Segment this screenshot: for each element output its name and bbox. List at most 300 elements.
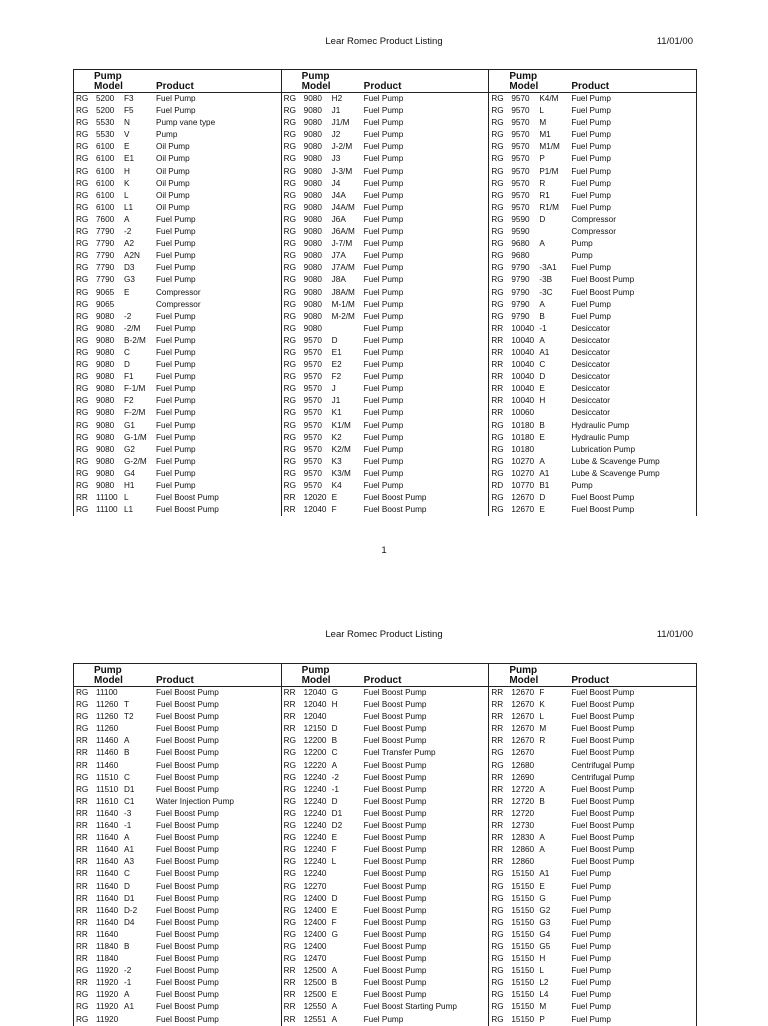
- model-prefix: RR: [76, 845, 88, 855]
- table-row: [74, 299, 281, 311]
- table-row: [282, 105, 489, 117]
- table-row: [74, 407, 281, 419]
- model-prefix: RG: [76, 420, 89, 430]
- product-name: Fuel Boost Pump: [156, 772, 219, 782]
- model-number: 6100: [96, 166, 115, 176]
- table-row: [74, 214, 281, 226]
- model-dash: M: [539, 724, 547, 734]
- product-name: Fuel Boost Pump: [156, 893, 219, 903]
- model-number: 12680: [511, 760, 535, 770]
- product-name: Fuel Boost Pump: [156, 821, 219, 831]
- model-dash: L: [124, 190, 129, 200]
- model-prefix: RG: [491, 869, 504, 879]
- table-row: [489, 214, 696, 226]
- product-name: Fuel Pump: [571, 190, 611, 200]
- model-prefix: RR: [491, 688, 504, 697]
- model-number: 11460: [96, 748, 119, 758]
- model-number: 5530: [96, 130, 115, 140]
- table-row: [74, 929, 281, 941]
- model-prefix: RG: [76, 966, 89, 976]
- product-name: Fuel Pump: [571, 954, 611, 964]
- model-dash: -1: [539, 323, 547, 333]
- model-number: 11260: [96, 712, 119, 722]
- table-row: [282, 711, 489, 723]
- product-name: Fuel Boost Pump: [156, 833, 219, 843]
- product-name: Fuel Boost Pump: [571, 275, 635, 285]
- model-number: 11640: [96, 833, 119, 843]
- model-dash: -2: [331, 772, 339, 782]
- model-number: 15150: [511, 1002, 535, 1012]
- model-number: 9570: [303, 396, 322, 406]
- table-row: [74, 893, 281, 905]
- model-number: 9065: [96, 299, 115, 309]
- table-row: [74, 323, 281, 335]
- model-number: 9080: [303, 190, 322, 200]
- model-number: 10040: [511, 384, 535, 394]
- page-header-date: 11/01/00: [656, 36, 693, 47]
- table-row: [282, 820, 489, 832]
- table-row: [74, 772, 281, 784]
- table-row: [74, 335, 281, 347]
- table-row: [489, 250, 696, 262]
- model-prefix: RG: [76, 214, 89, 224]
- table-row: [489, 1001, 696, 1013]
- product-name: Fuel Pump: [156, 347, 196, 357]
- table-row: [282, 407, 489, 419]
- model-dash: H2: [331, 94, 343, 103]
- model-prefix: RR: [76, 893, 88, 903]
- model-dash: E1: [124, 154, 135, 164]
- page-number: 1: [381, 545, 387, 556]
- model-prefix: RG: [491, 917, 504, 927]
- product-name: Fuel Pump: [571, 311, 611, 321]
- table-row: [489, 323, 696, 335]
- table-row: [74, 820, 281, 832]
- model-dash: B: [124, 941, 130, 951]
- model-number: 12670: [511, 748, 535, 758]
- model-prefix: RG: [283, 347, 296, 357]
- product-name: Fuel Boost Pump: [363, 505, 427, 515]
- model-prefix: RG: [491, 760, 504, 770]
- table-row: [282, 723, 489, 735]
- model-dash: M1/M: [539, 142, 560, 152]
- model-number: 12670: [511, 712, 535, 722]
- model-number: 10040: [511, 323, 535, 333]
- model-prefix: RR: [491, 712, 504, 722]
- table-row: [489, 965, 696, 977]
- table-row: [282, 250, 489, 262]
- table-row: [489, 893, 696, 905]
- model-prefix: RG: [491, 893, 504, 903]
- page-header-date: 11/01/00: [656, 629, 693, 640]
- model-dash: R1/M: [539, 202, 559, 212]
- model-dash: J1: [331, 396, 341, 406]
- model-dash: D3: [124, 263, 135, 273]
- model-prefix: RG: [491, 966, 504, 976]
- model-prefix: RG: [76, 299, 89, 309]
- product-name: Fuel Boost Pump: [156, 760, 219, 770]
- model-dash: L1: [124, 202, 134, 212]
- model-number: 9080: [303, 94, 322, 103]
- model-number: 12240: [303, 796, 327, 806]
- model-prefix: RG: [283, 748, 296, 758]
- model-prefix: RG: [283, 929, 296, 939]
- product-name: Fuel Boost Pump: [156, 941, 219, 951]
- model-prefix: RG: [491, 287, 504, 297]
- model-prefix: RG: [76, 360, 89, 370]
- model-prefix: RG: [283, 941, 296, 951]
- model-number: 12150: [303, 724, 327, 734]
- product-name: Fuel Boost Starting Pump: [363, 1002, 457, 1012]
- model-number: 9570: [303, 432, 322, 442]
- model-prefix: RG: [283, 784, 296, 794]
- product-name: Fuel Boost Pump: [363, 772, 427, 782]
- product-name: Fuel Pump: [571, 869, 611, 879]
- model-number: 12240: [303, 845, 327, 855]
- table-row: [74, 699, 281, 711]
- model-prefix: RG: [491, 214, 504, 224]
- model-number: 9080: [96, 456, 115, 466]
- model-prefix: RG: [76, 94, 89, 103]
- model-prefix: RG: [76, 456, 89, 466]
- model-prefix: RR: [283, 700, 296, 710]
- model-dash: F2: [124, 396, 134, 406]
- model-number: 12470: [303, 954, 327, 964]
- model-prefix: RR: [76, 857, 88, 867]
- model-prefix: RR: [491, 833, 504, 843]
- table-row: [282, 760, 489, 772]
- model-prefix: RG: [491, 130, 504, 140]
- model-prefix: RG: [76, 1002, 89, 1012]
- product-name: Fuel Boost Pump: [363, 881, 427, 891]
- model-number: 9570: [511, 106, 530, 116]
- model-prefix: RG: [283, 772, 296, 782]
- model-dash: K4/M: [539, 94, 559, 103]
- model-number: 12240: [303, 772, 327, 782]
- column-header: [74, 664, 281, 687]
- table-row: [74, 989, 281, 1001]
- model-dash: A: [539, 456, 545, 466]
- product-name: Fuel Pump: [156, 420, 196, 430]
- model-dash: J4A: [331, 190, 346, 200]
- product-name: Fuel Pump: [156, 444, 196, 454]
- table-row: [489, 93, 696, 105]
- product-name: Fuel Pump: [363, 1014, 404, 1024]
- product-name: Fuel Pump: [571, 106, 611, 116]
- model-prefix: RG: [283, 869, 296, 879]
- model-dash: G-2/M: [124, 456, 147, 466]
- model-dash: K: [539, 700, 545, 710]
- product-name: Pump: [571, 251, 593, 261]
- model-number: 10770: [511, 481, 535, 490]
- model-prefix: RG: [283, 335, 296, 345]
- model-prefix: RG: [491, 1002, 504, 1012]
- model-number: 12670: [511, 736, 535, 746]
- product-name: Fuel Pump: [363, 384, 404, 394]
- model-dash: -1: [124, 978, 132, 988]
- model-prefix: RG: [491, 420, 504, 430]
- product-name: Fuel Boost Pump: [363, 493, 427, 503]
- model-dash: P: [539, 154, 545, 164]
- model-dash: A: [124, 990, 130, 1000]
- product-name: Fuel Boost Pump: [571, 833, 635, 843]
- product-name: Fuel Pump: [571, 1002, 611, 1012]
- model-prefix: RG: [491, 154, 504, 164]
- table-row: [489, 953, 696, 965]
- table-row: [489, 311, 696, 323]
- table-row: [282, 480, 489, 492]
- table-row: [74, 747, 281, 759]
- product-name: Desiccator: [571, 408, 611, 418]
- table-row: [74, 941, 281, 953]
- product-name: Desiccator: [571, 384, 611, 394]
- product-name: Fuel Pump: [156, 94, 196, 103]
- model-prefix: RR: [283, 966, 296, 976]
- product-name: Fuel Pump: [363, 190, 404, 200]
- model-number: 9080: [303, 287, 322, 297]
- model-prefix: RG: [283, 917, 296, 927]
- model-number: 10040: [511, 360, 535, 370]
- model-number: 15150: [511, 917, 535, 927]
- table-row: [489, 808, 696, 820]
- model-number: 15150: [511, 990, 535, 1000]
- product-name: Fuel Pump: [571, 941, 611, 951]
- model-prefix: RG: [283, 456, 296, 466]
- table-row: [74, 492, 281, 504]
- table-row: [282, 856, 489, 868]
- product-name: Fuel Boost Pump: [363, 808, 427, 818]
- model-dash: G4: [539, 929, 551, 939]
- model-dash: A3: [124, 857, 135, 867]
- model-dash: R: [539, 178, 546, 188]
- model-prefix: RG: [283, 736, 296, 746]
- model-prefix: RR: [283, 1002, 296, 1012]
- listing-column: [489, 664, 696, 1026]
- product-name: Fuel Boost Pump: [156, 845, 219, 855]
- model-prefix: RG: [283, 420, 296, 430]
- model-number: 9080: [303, 263, 322, 273]
- table-row: [489, 772, 696, 784]
- model-dash: J4A/M: [331, 202, 355, 212]
- model-number: 12400: [303, 917, 327, 927]
- model-dash: E2: [331, 360, 342, 370]
- model-prefix: RG: [283, 154, 296, 164]
- model-dash: G-1/M: [124, 432, 147, 442]
- product-name: Fuel Pump: [571, 94, 611, 103]
- model-dash: H1: [124, 481, 135, 490]
- model-prefix: RG: [76, 106, 89, 116]
- product-name: Fuel Pump: [156, 408, 196, 418]
- model-prefix: RG: [76, 190, 89, 200]
- header-product-label: Product: [363, 675, 402, 686]
- table-row: [282, 420, 489, 432]
- table-row: [489, 407, 696, 419]
- model-number: 11610: [96, 796, 119, 806]
- model-dash: K4: [331, 481, 342, 490]
- table-row: [74, 432, 281, 444]
- model-dash: B: [539, 796, 545, 806]
- table-row: [282, 953, 489, 965]
- table-row: [489, 432, 696, 444]
- model-prefix: RG: [76, 712, 89, 722]
- table-row: [489, 178, 696, 190]
- product-name: Fuel Pump: [571, 178, 611, 188]
- model-number: 12720: [511, 784, 535, 794]
- model-prefix: RG: [76, 323, 89, 333]
- model-number: 12550: [303, 1002, 327, 1012]
- model-number: 9080: [96, 323, 115, 333]
- model-dash: F: [331, 505, 337, 515]
- model-prefix: RG: [283, 857, 296, 867]
- table-row: [74, 395, 281, 407]
- product-name: Fuel Pump: [571, 978, 611, 988]
- model-prefix: RR: [76, 905, 88, 915]
- product-name: Hydraulic Pump: [571, 432, 630, 442]
- product-name: Fuel Pump: [363, 227, 404, 237]
- model-prefix: RR: [283, 1014, 296, 1024]
- table-row: [74, 287, 281, 299]
- table-row: [74, 965, 281, 977]
- table-row: [74, 359, 281, 371]
- product-name: Fuel Boost Pump: [363, 917, 427, 927]
- model-prefix: RG: [283, 275, 296, 285]
- table-row: [74, 262, 281, 274]
- model-prefix: RG: [491, 941, 504, 951]
- header-model-label: Model: [509, 81, 539, 92]
- model-prefix: RG: [491, 468, 504, 478]
- model-prefix: RR: [491, 408, 504, 418]
- model-number: 15150: [511, 966, 535, 976]
- model-number: 11920: [96, 990, 119, 1000]
- model-number: 12240: [303, 821, 327, 831]
- model-dash: B: [539, 311, 545, 321]
- model-number: 11920: [96, 1014, 119, 1024]
- model-dash: H: [331, 700, 338, 710]
- table-row: [489, 820, 696, 832]
- model-number: 12670: [511, 505, 535, 515]
- model-prefix: RG: [76, 990, 89, 1000]
- product-name: Lube & Scavenge Pump: [571, 468, 660, 478]
- table-row: [489, 420, 696, 432]
- product-name: Centrifugal Pump: [571, 760, 635, 770]
- product-name: Fuel Pump: [571, 1014, 611, 1024]
- model-prefix: RR: [76, 869, 88, 879]
- table-row: [282, 772, 489, 784]
- product-name: Fuel Boost Pump: [571, 724, 635, 734]
- table-row: [74, 250, 281, 262]
- model-prefix: RR: [491, 857, 504, 867]
- product-name: Desiccator: [571, 335, 611, 345]
- product-name: Oil Pump: [156, 190, 190, 200]
- model-number: 9790: [511, 263, 530, 273]
- table-row: [489, 202, 696, 214]
- model-number: 7790: [96, 275, 115, 285]
- model-number: 11840: [96, 954, 119, 964]
- model-dash: E: [539, 505, 545, 515]
- table-row: [282, 444, 489, 456]
- header-model-label: Model: [301, 675, 331, 686]
- model-number: 10040: [511, 347, 535, 357]
- model-prefix: RG: [283, 372, 296, 382]
- model-dash: A1: [124, 845, 135, 855]
- model-number: 9080: [96, 468, 115, 478]
- model-dash: C: [124, 772, 130, 782]
- product-name: Compressor: [571, 214, 616, 224]
- model-number: 9080: [303, 251, 322, 261]
- model-number: 9080: [303, 227, 322, 237]
- table-row: [282, 395, 489, 407]
- table-row: [282, 299, 489, 311]
- model-prefix: RG: [283, 845, 296, 855]
- model-number: 15150: [511, 881, 535, 891]
- table-row: [489, 723, 696, 735]
- model-number: 12670: [511, 700, 535, 710]
- table-row: [282, 468, 489, 480]
- model-prefix: RG: [76, 130, 89, 140]
- model-dash: M: [539, 118, 547, 128]
- model-number: 15150: [511, 954, 535, 964]
- model-number: 9080: [303, 214, 322, 224]
- model-dash: B1: [539, 481, 550, 490]
- model-dash: J-3/M: [331, 166, 353, 176]
- product-name: Fuel Pump: [156, 227, 196, 237]
- product-name: Fuel Pump: [363, 287, 404, 297]
- model-prefix: RG: [491, 493, 504, 503]
- model-number: 9080: [96, 420, 115, 430]
- model-prefix: RG: [76, 688, 89, 697]
- model-dash: J-2/M: [331, 142, 353, 152]
- model-number: 15150: [511, 941, 535, 951]
- model-number: 12860: [511, 845, 535, 855]
- product-name: Fuel Boost Pump: [156, 688, 219, 697]
- model-prefix: RG: [283, 760, 296, 770]
- product-name: Fuel Boost Pump: [156, 869, 219, 879]
- product-name: Fuel Pump: [363, 263, 404, 273]
- model-number: 9080: [96, 335, 115, 345]
- product-name: Fuel Pump: [156, 335, 196, 345]
- model-number: 12830: [511, 833, 535, 843]
- model-prefix: RG: [76, 263, 89, 273]
- table-row: [489, 492, 696, 504]
- product-listing-table: [73, 69, 697, 516]
- model-dash: K2: [331, 432, 342, 442]
- table-row: [489, 917, 696, 929]
- table-row: [74, 105, 281, 117]
- model-prefix: RG: [491, 505, 504, 515]
- model-prefix: RR: [283, 978, 296, 988]
- product-name: Fuel Boost Pump: [363, 905, 427, 915]
- model-prefix: RG: [76, 154, 89, 164]
- table-row: [282, 371, 489, 383]
- model-number: 12040: [303, 505, 327, 515]
- product-name: Fuel Boost Pump: [156, 857, 219, 867]
- model-prefix: RG: [76, 142, 89, 152]
- model-number: 12200: [303, 736, 327, 746]
- model-dash: K3: [331, 456, 342, 466]
- table-row: [489, 941, 696, 953]
- model-prefix: RG: [283, 287, 296, 297]
- product-name: Fuel Pump: [571, 166, 611, 176]
- table-row: [282, 262, 489, 274]
- product-name: Fuel Boost Pump: [156, 736, 219, 746]
- header-pump-label: Pump: [509, 71, 538, 82]
- model-dash: L: [539, 106, 544, 116]
- table-row: [282, 166, 489, 178]
- model-prefix: RG: [283, 227, 296, 237]
- model-number: 12400: [303, 929, 327, 939]
- model-prefix: RR: [491, 323, 504, 333]
- model-prefix: RR: [491, 396, 504, 406]
